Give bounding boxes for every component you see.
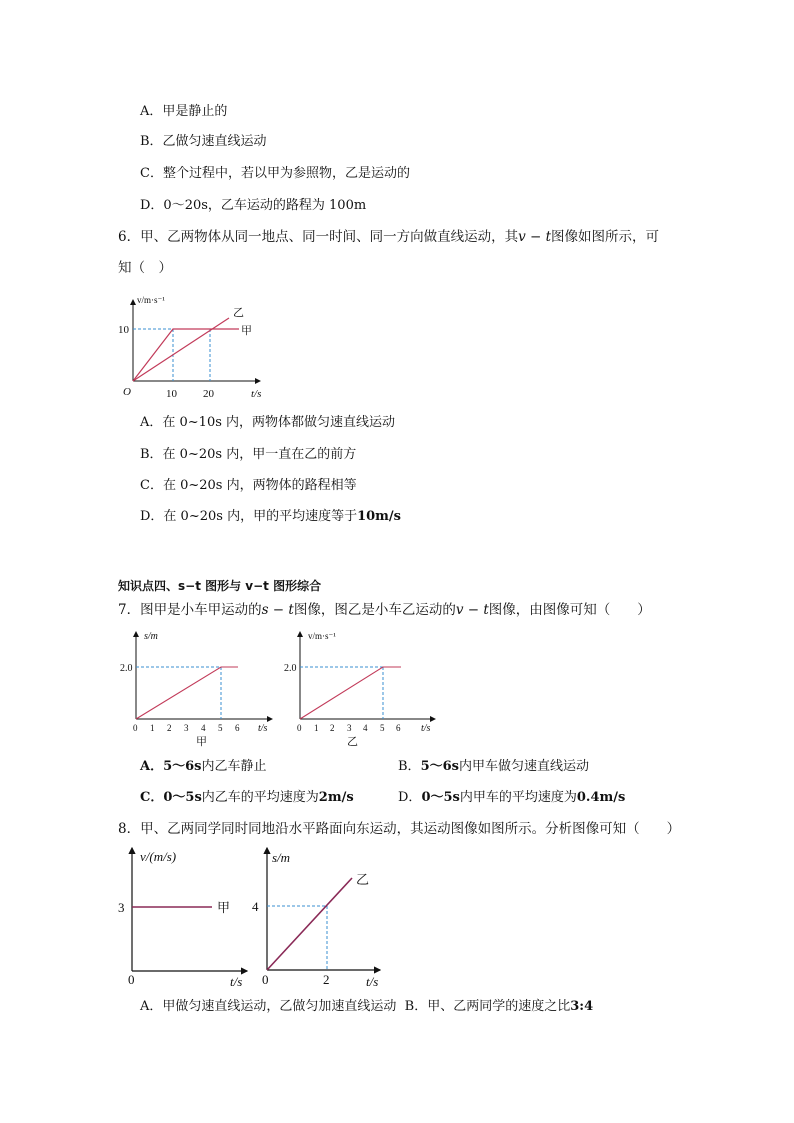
q5-option-d: D．0～20s，乙车运动的路程为 100m — [140, 198, 367, 213]
svg-text:2: 2 — [167, 723, 172, 733]
svg-text:1: 1 — [314, 723, 319, 733]
q7-option-c: C．0～5s内乙车的平均速度为2m/s — [140, 790, 354, 805]
svg-text:4: 4 — [201, 723, 206, 733]
q8-stem: 8．甲、乙两同学同时同地沿水平路面向东运动，其运动图像如图所示。分析图像可知（ ） — [118, 821, 681, 837]
q6-option-a: A．在 0~10s 内，两物体都做匀速直线运动 — [140, 415, 396, 430]
svg-text:6: 6 — [235, 723, 240, 733]
q8-option-b: B．甲、乙两同学的速度之比3:4 — [404, 999, 594, 1014]
svg-text:v/(m/s): v/(m/s) — [140, 849, 177, 864]
svg-text:s/m: s/m — [144, 631, 158, 642]
section-heading: 知识点四、s−t 图形与 v−t 图形综合 — [118, 579, 322, 593]
q7-option-d: D．0～5s内甲车的平均速度为0.4m/s — [398, 790, 626, 805]
q8-options — [140, 998, 593, 1016]
svg-text:t/s: t/s — [366, 974, 379, 989]
q7-stem: 7．图甲是小车甲运动的𝑠 − 𝑡图像，图乙是小车乙运动的𝑣 − 𝑡图像，由图像可知（ ） — [118, 602, 651, 618]
svg-text:2: 2 — [323, 972, 330, 987]
q6-option-d-text: D．在 0~20s 内，甲的平均速度等于 — [140, 509, 358, 524]
q8-st-graph-yi — [248, 842, 393, 992]
svg-text:0: 0 — [133, 723, 138, 733]
q8-vt-graph-jia — [112, 842, 252, 992]
q6-y-label: v/m·s⁻¹ — [137, 295, 165, 305]
q8-line-yi — [267, 878, 352, 970]
svg-text:2: 2 — [330, 723, 335, 733]
svg-text:3: 3 — [347, 723, 352, 733]
q6-x-label: t/s — [251, 388, 262, 400]
q7-option-b: B．5～6s内甲车做匀速直线运动 — [398, 759, 589, 774]
q6-stem-line2: 知（ ） — [118, 260, 172, 276]
svg-text:3: 3 — [184, 723, 189, 733]
svg-text:4: 4 — [363, 723, 368, 733]
q7-caption-jia: 甲 — [196, 736, 207, 748]
svg-text:2.0: 2.0 — [120, 663, 133, 674]
q6-label-jia: 甲 — [241, 325, 252, 337]
q6-option-d-value: 10m/s — [357, 509, 401, 524]
q6-line-yi — [133, 318, 229, 381]
svg-text:t/s: t/s — [258, 723, 268, 734]
svg-text:v/m·s⁻¹: v/m·s⁻¹ — [308, 631, 336, 641]
svg-text:2.0: 2.0 — [284, 663, 297, 674]
svg-text:0: 0 — [297, 723, 302, 733]
q7-option-a: A．5～6s内乙车静止 — [140, 759, 267, 774]
svg-text:5: 5 — [218, 723, 223, 733]
q6-option-b: B．在 0~20s 内，甲一直在乙的前方 — [140, 447, 357, 462]
q8-label-jia: 甲 — [217, 900, 231, 915]
q6-label-yi: 乙 — [233, 307, 244, 319]
q7-caption-yi: 乙 — [347, 736, 358, 748]
svg-text:t/s: t/s — [230, 974, 243, 989]
q7-line-jia — [136, 667, 238, 719]
q6-option-c: C．在 0~20s 内，两物体的路程相等 — [140, 478, 357, 493]
q8-option-a: A．甲做匀速直线运动，乙做匀加速直线运动 — [140, 999, 397, 1014]
svg-text:0: 0 — [262, 972, 269, 987]
q6-y-tick: 10 — [118, 324, 129, 336]
svg-text:6: 6 — [396, 723, 401, 733]
q6-line-jia — [133, 329, 239, 381]
q8-label-yi: 乙 — [356, 872, 370, 887]
q6-vt-graph — [115, 294, 275, 406]
svg-text:0: 0 — [128, 972, 135, 987]
q6-option-d — [140, 508, 401, 526]
q7-vt-graph-yi — [284, 628, 440, 748]
q6-origin: O — [123, 386, 131, 398]
q7-st-graph-jia — [120, 628, 278, 748]
svg-text:s/m: s/m — [272, 850, 291, 865]
svg-text:3: 3 — [118, 900, 125, 915]
q6-x-tick-20: 20 — [203, 388, 214, 400]
svg-text:t/s: t/s — [421, 723, 431, 734]
svg-text:5: 5 — [380, 723, 385, 733]
q7-line-yi — [300, 667, 401, 719]
svg-text:1: 1 — [150, 723, 155, 733]
q6-stem-line1: 6．甲、乙两物体从同一地点、同一时间、同一方向做直线运动，其𝑣 − 𝑡图像如图所示，可 — [118, 229, 660, 245]
svg-text:4: 4 — [252, 899, 259, 914]
q6-x-tick-10: 10 — [166, 388, 177, 400]
q5-option-a: A．甲是静止的 — [140, 104, 228, 119]
q5-option-c: C．整个过程中，若以甲为参照物，乙是运动的 — [140, 166, 410, 181]
q5-option-b: B．乙做匀速直线运动 — [140, 134, 267, 149]
